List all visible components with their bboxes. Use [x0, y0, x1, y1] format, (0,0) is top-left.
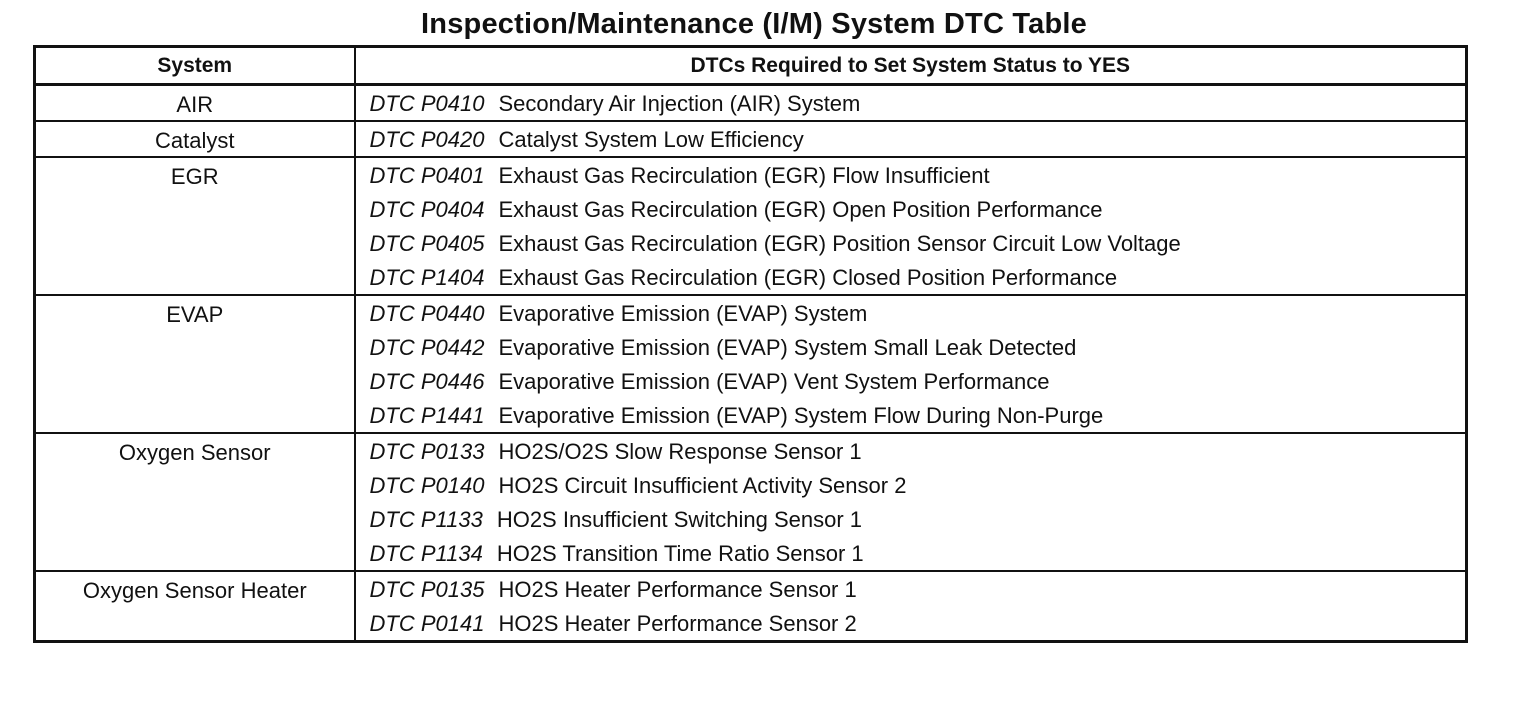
table-row: [35, 433, 1467, 571]
dtc-table: [33, 45, 1468, 643]
dtc-entry: [370, 301, 1466, 326]
dtc-description: Evaporative Emission (EVAP) System Flow During Non-Purge: [498, 403, 1104, 428]
table-row: [35, 295, 1467, 433]
dtc-description: HO2S/O2S Slow Response Sensor 1: [498, 439, 862, 464]
dtc-description: Exhaust Gas Recirculation (EGR) Closed Position Performance: [498, 265, 1118, 290]
dtc-description: HO2S Transition Time Ratio Sensor 1: [496, 541, 864, 566]
dtc-cell: [355, 571, 1467, 642]
dtc-entry: [370, 163, 1466, 188]
dtc-code: DTC P0405: [369, 231, 485, 256]
dtc-description: Catalyst System Low Efficiency: [498, 127, 804, 152]
dtc-code: DTC P0442: [369, 335, 485, 360]
dtc-code: DTC P0141: [369, 611, 485, 636]
table-row: [35, 85, 1467, 122]
dtc-cell: [355, 433, 1467, 571]
dtc-description: Evaporative Emission (EVAP) System Small Leak Detected: [498, 335, 1077, 360]
dtc-description: Exhaust Gas Recirculation (EGR) Position Sensor Circuit Low Voltage: [498, 231, 1181, 256]
dtc-entry: [370, 541, 1466, 566]
table-row: [35, 571, 1467, 642]
dtc-description: Exhaust Gas Recirculation (EGR) Flow Insufficient: [498, 163, 990, 188]
dtc-code: DTC P1134: [369, 541, 483, 566]
dtc-description: HO2S Heater Performance Sensor 2: [498, 611, 857, 636]
header-row: [35, 47, 1467, 85]
dtc-entry: [370, 577, 1466, 602]
dtc-cell: [355, 295, 1467, 433]
dtc-code: DTC P0440: [369, 301, 485, 326]
dtc-entry: [370, 369, 1466, 394]
dtc-code: DTC P1404: [369, 265, 485, 290]
header-system: System: [35, 47, 355, 85]
dtc-code: DTC P1441: [369, 403, 485, 428]
dtc-code: DTC P0135: [369, 577, 485, 602]
dtc-entry: [370, 127, 1466, 152]
system-cell: EGR: [35, 157, 355, 295]
dtc-entry: [370, 91, 1466, 116]
system-cell: Oxygen Sensor: [35, 433, 355, 571]
system-cell: AIR: [35, 85, 355, 122]
dtc-code: DTC P0420: [369, 127, 485, 152]
dtc-description: HO2S Insufficient Switching Sensor 1: [496, 507, 863, 532]
dtc-cell: [355, 121, 1467, 157]
dtc-description: Evaporative Emission (EVAP) Vent System Performance: [498, 369, 1050, 394]
system-cell: Catalyst: [35, 121, 355, 157]
dtc-entry: [370, 335, 1466, 360]
dtc-description: Secondary Air Injection (AIR) System: [498, 91, 861, 116]
dtc-cell: [355, 157, 1467, 295]
dtc-description: HO2S Heater Performance Sensor 1: [498, 577, 857, 602]
header-dtcs: DTCs Required to Set System Status to YES: [355, 47, 1467, 85]
dtc-entry: [370, 197, 1466, 222]
dtc-entry: [370, 611, 1466, 636]
dtc-entry: [370, 507, 1466, 532]
dtc-code: DTC P0446: [369, 369, 485, 394]
dtc-entry: [370, 473, 1466, 498]
dtc-code: DTC P0410: [369, 91, 485, 116]
dtc-code: DTC P0404: [369, 197, 485, 222]
dtc-entry: [370, 231, 1230, 256]
table-row: [35, 157, 1467, 295]
dtc-entry: [370, 403, 1466, 428]
dtc-code: DTC P0401: [369, 163, 485, 188]
dtc-entry: [370, 265, 1466, 290]
system-cell: Oxygen Sensor Heater: [35, 571, 355, 642]
table-title: Inspection/Maintenance (I/M) System DTC Table: [421, 8, 1087, 40]
dtc-code: DTC P0133: [369, 439, 485, 464]
dtc-description: Exhaust Gas Recirculation (EGR) Open Position Performance: [498, 197, 1103, 222]
dtc-cell: [355, 85, 1467, 122]
table-row: [35, 121, 1467, 157]
dtc-description: HO2S Circuit Insufficient Activity Sensor 2: [498, 473, 907, 498]
system-cell: EVAP: [35, 295, 355, 433]
dtc-code: DTC P1133: [369, 507, 483, 532]
dtc-code: DTC P0140: [369, 473, 485, 498]
dtc-description: Evaporative Emission (EVAP) System: [498, 301, 868, 326]
dtc-entry: [370, 439, 1466, 464]
